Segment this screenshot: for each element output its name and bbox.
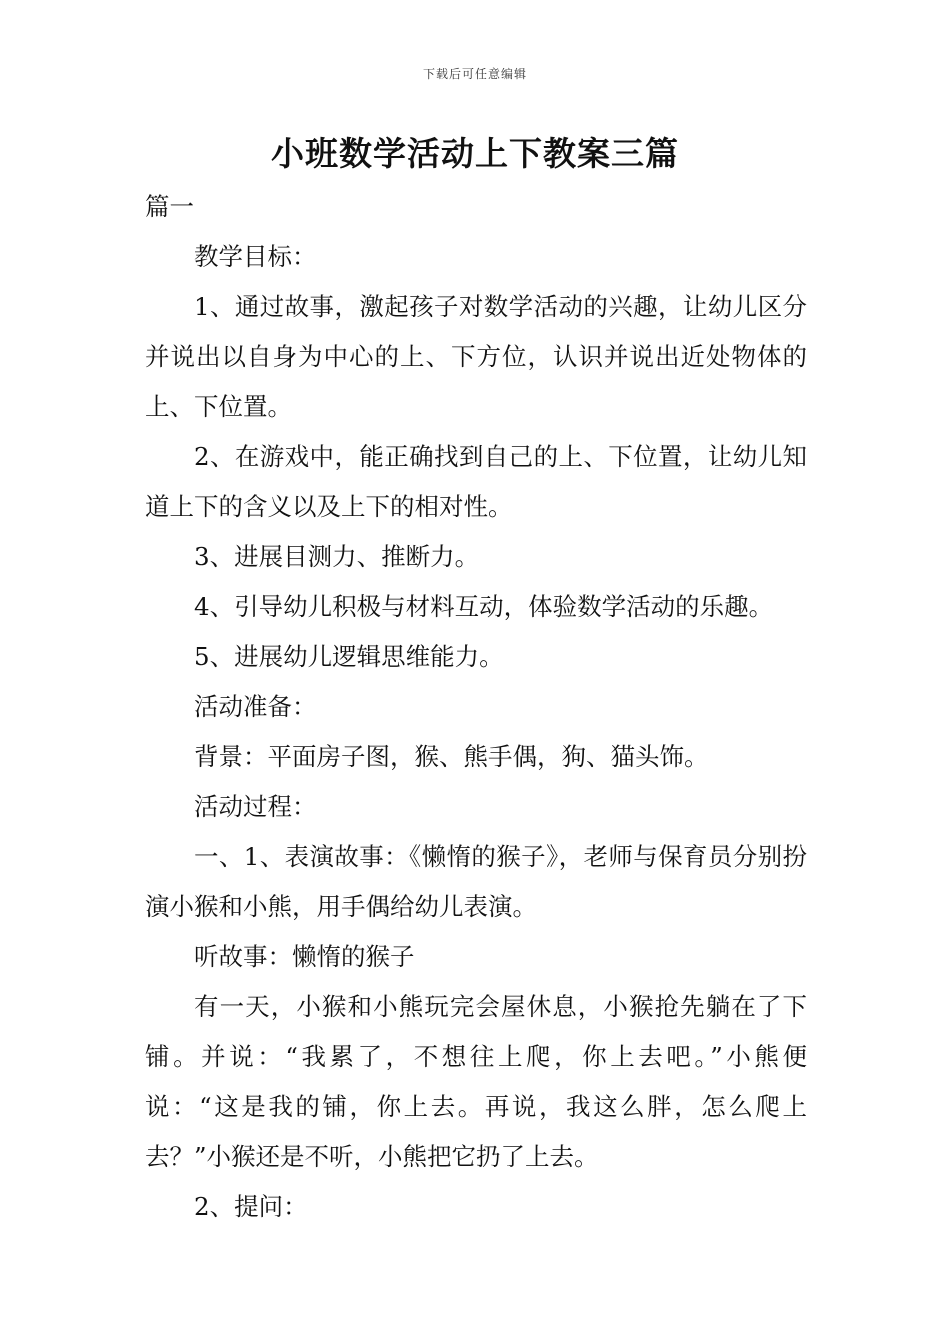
document-body	[145, 182, 807, 1232]
paragraph-process-heading: 活动过程：	[194, 792, 317, 821]
paragraph-story-title: 听故事：懒惰的猴子	[194, 942, 415, 971]
document-title: 小班数学活动上下教案三篇	[271, 134, 679, 173]
paragraph-goal-4: 4、引导幼儿积极与材料互动，体验数学活动的乐趣。	[194, 592, 774, 621]
paragraph-goal-2: 2、在游戏中，能正确找到自己的上、下位置，让幼儿知道上下的含义以及上下的相对性。	[145, 442, 807, 521]
section-label: 篇一	[145, 192, 194, 221]
paragraph-preparation-heading: 活动准备：	[194, 692, 317, 721]
paragraph-preparation: 背景：平面房子图，猴、熊手偶，狗、猫头饰。	[194, 742, 709, 771]
page-header-note: 下载后可任意编辑	[422, 67, 527, 81]
paragraph-question-heading: 2、提问：	[194, 1192, 308, 1221]
paragraph-story-text: 有一天，小猴和小熊玩完会屋休息，小猴抢先躺在了下铺。并说：“我累了，不想往上爬，你上去吧。”小熊便说：“这是我的铺，你上去。再说，我这么胖，怎么爬上去？”小猴还是不听，小熊把它扔了上去。	[145, 992, 807, 1171]
paragraph-process-step-1: 一、1、表演故事：《懒惰的猴子》，老师与保育员分别扮演小猴和小熊，用手偶给幼儿表演。	[145, 842, 807, 921]
paragraph-teaching-goals-heading: 教学目标：	[194, 242, 317, 271]
paragraph-goal-5: 5、进展幼儿逻辑思维能力。	[194, 642, 504, 671]
paragraph-goal-1: 1、通过故事，激起孩子对数学活动的兴趣，让幼儿区分并说出以自身为中心的上、下方位，认识并说出近处物体的上、下位置。	[145, 292, 807, 421]
paragraph-goal-3: 3、进展目测力、推断力。	[194, 542, 480, 571]
